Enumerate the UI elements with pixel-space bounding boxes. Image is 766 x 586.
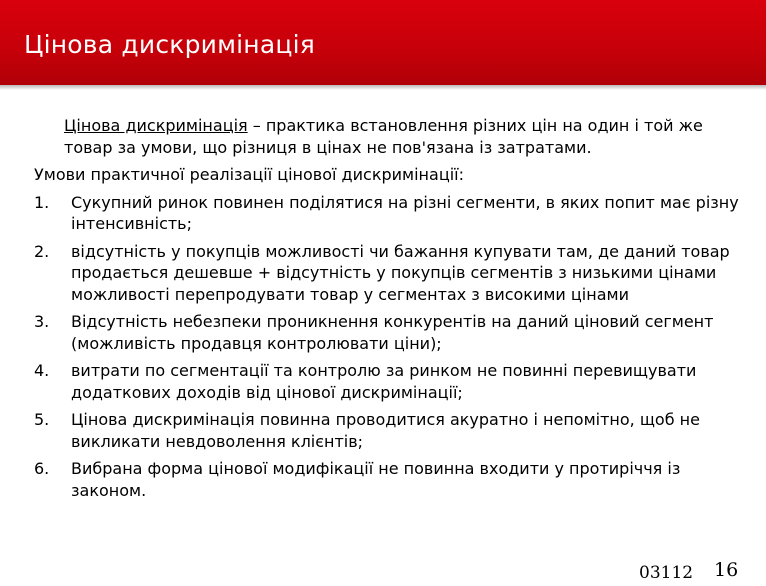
conditions-heading: Умови практичної реалізації цінової дискримінації: <box>34 165 464 184</box>
list-item-number: 4. <box>34 361 50 380</box>
list-item-number: 3. <box>34 312 50 331</box>
footer-code: 03112 <box>639 563 694 583</box>
slide-body <box>34 115 749 507</box>
slide-title: Цінова дискримінація <box>24 30 315 59</box>
list-item <box>34 409 749 452</box>
title-bar <box>0 0 766 85</box>
page-number: 16 <box>714 559 739 581</box>
definition-paragraph <box>34 115 749 158</box>
conditions-list <box>34 192 749 502</box>
list-item-text: Сукупний ринок повинен поділятися на різні сегменти, в яких попит має різну інтенсивність; <box>71 192 739 233</box>
definition-text: – практика встановлення різних цін на один і той же товар за умови, що різниця в цінах не пов'язана із затратами. <box>64 116 703 157</box>
list-item-text: відсутність у покупців можливості чи бажання купувати там, де даний товар продається дешевше + відсутність у покупців сегментів з низькими цінами можливості перепродувати товар у сегментах з високими цінами <box>71 241 730 304</box>
title-bar-shadow <box>0 85 766 90</box>
list-item-number: 6. <box>34 459 50 478</box>
list-item-text: Відсутність небезпеки проникнення конкурентів на даний ціновий сегмент (можливість продавця контролювати ціни); <box>71 312 714 353</box>
list-item-text: Цінова дискримінація повинна проводитися акуратно і непомітно, щоб не викликати невдоволення клієнтів; <box>71 410 700 451</box>
list-item-number: 1. <box>34 192 50 212</box>
list-item <box>34 192 749 235</box>
list-item-number: 5. <box>34 410 50 429</box>
list-item-text: Вибрана форма цінової модифікації не повинна входити у протиріччя із законом. <box>71 459 681 500</box>
list-item <box>34 241 749 306</box>
list-item-number: 2. <box>34 241 50 261</box>
list-item <box>34 360 749 403</box>
list-item-text: витрати по сегментації та контролю за ринком не повинні перевищувати додаткових доходів від цінової дискримінації; <box>71 361 697 402</box>
defined-term: Цінова дискримінація <box>64 116 248 135</box>
list-item <box>34 458 749 501</box>
list-item <box>34 311 749 354</box>
